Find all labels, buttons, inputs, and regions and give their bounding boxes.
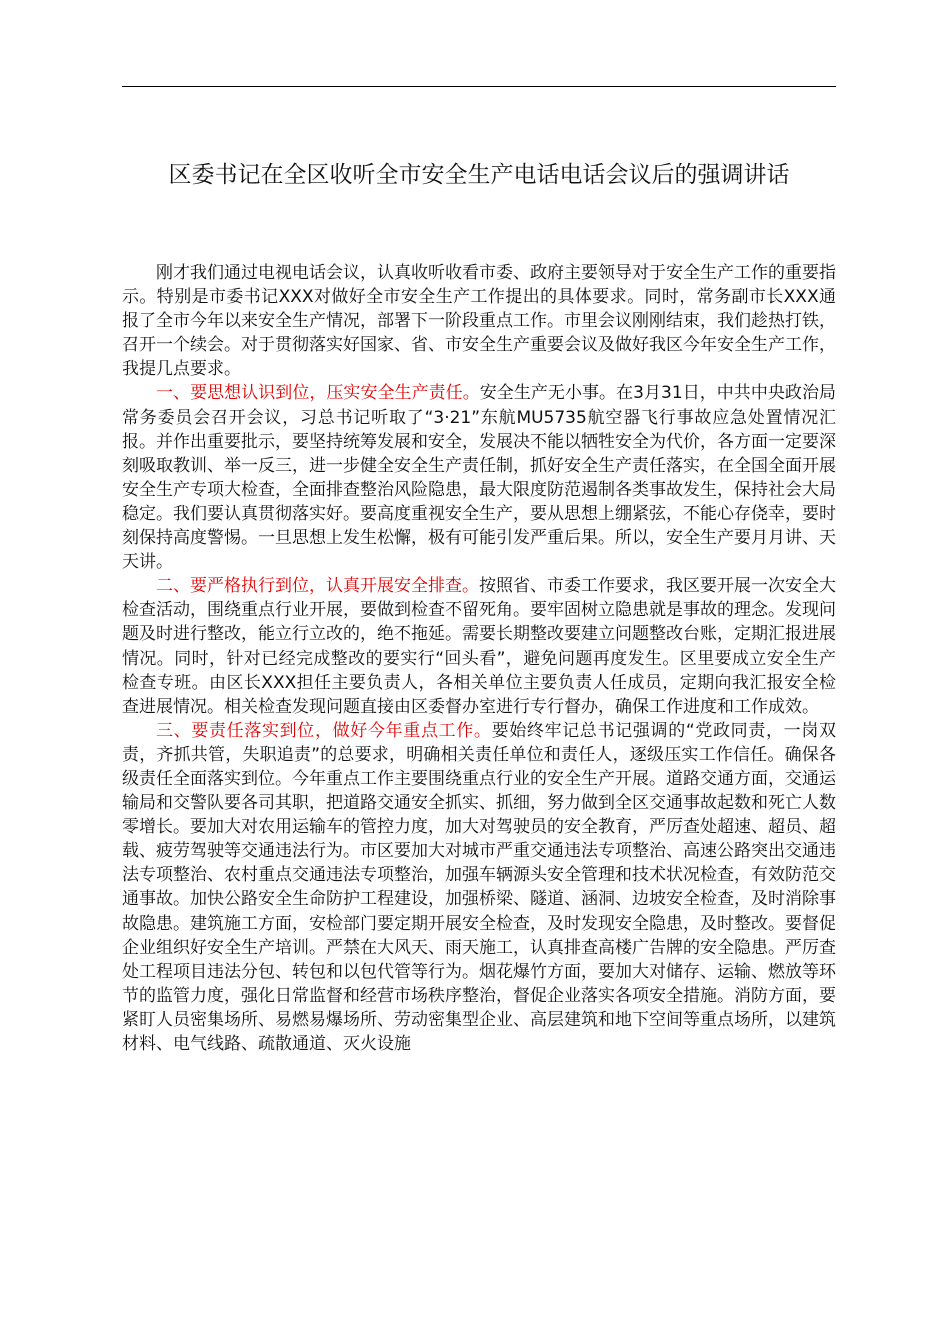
section-paragraph-1 (122, 381, 836, 574)
section-paragraph-3 (122, 719, 836, 1056)
document-title: 区委书记在全区收听全市安全生产电话电话会议后的强调讲话 (168, 162, 790, 188)
section-text-2: 按照省、市委工作要求，我区要开展一次安全大检查活动，围绕重点行业开展，要做到检查不留死角。要牢固树立隐患就是事故的理念。发现问题及时进行整改，能立行立改的，绝不拖延。需要长期整改要建立问题整改台账，定期汇报进展情况。同时，针对已经完成整改的要实行“回头看”，避免问题再度发生。区里要成立安全生产检查专班。由区长XXX担任主要负责人，各相关单位主要负责人任成员，定期向我汇报安全检查进展情况。相关检查发现问题直接由区委督办室进行专行督办，确保工作进度和工作成效。 (122, 576, 836, 717)
section-heading-2: 二、要严格执行到位，认真开展安全排查。 (156, 576, 479, 597)
document-body (122, 261, 836, 1056)
section-text-1: 安全生产无小事。在3月31日，中共中央政治局常务委员会召开会议，习总书记听取了“3·21”东航MU5735航空器飞行事故应急处置情况汇报。并作出重要批示，要坚持统筹发展和安全，发展决不能以牺牲安全为代价，各方面一定要深刻吸取教训、举一反三，进一步健全安全生产责任制，抓好安全生产责任落实，在全国全面开展安全生产专项大检查，全面排查整治风险隐患，最大限度防范遏制各类事故发生，保持社会大局稳定。我们要认真贯彻落实好。要高度重视安全生产，要从思想上绷紧弦，不能心存侥幸，要时刻保持高度警惕。一旦思想上发生松懈，极有可能引发严重后果。所以，安全生产要月月讲、天天讲。 (122, 383, 837, 573)
section-text-3: 要始终牢记总书记强调的“党政同责，一岗双责，齐抓共管，失职追责”的总要求，明确相关责任单位和责任人，逐级压实工作信任。确保各级责任全面落实到位。今年重点工作主要围绕重点行业的安全生产开展。道路交通方面，交通运输局和交警队要各司其职，把道路交通安全抓实、抓细，努力做到全区交通事故起数和死亡人数零增长。要加大对农用运输车的管控力度，加大对驾驶员的安全教育，严厉查处超速、超员、超载、疲劳驾驶等交通违法行为。市区要加大对城市严重交通违法专项整治、高速公路突出交通违法专项整治、农村重点交通违法专项整治，加强车辆源头安全管理和技术状况检查，有效防范交通事故。加快公路安全生命防护工程建设，加强桥梁、隧道、涵洞、边坡安全检查，及时消除事故隐患。建筑施工方面，安检部门要定期开展安全检查，及时发现安全隐患，及时整改。要督促企业组织好安全生产培训。严禁在大风天、雨天施工，认真排查高楼广告牌的安全隐患。严厉查处工程项目违法分包、转包和以包代管等行为。烟花爆竹方面，要加大对储存、运输、燃放等环节的监管力度，强化日常监督和经营市场秩序整治，督促企业落实各项安全措施。消防方面，要紧盯人员密集场所、易燃易爆场所、劳动密集型企业、高层建筑和地下空间等重点场所，以建筑材料、电气线路、疏散通道、灭火设施 (122, 720, 836, 1054)
section-heading-3: 三、要责任落实到位，做好今年重点工作。 (156, 720, 492, 741)
intro-paragraph: 刚才我们通过电视电话会议，认真收听收看市委、政府主要领导对于安全生产工作的重要指示。特别是市委书记XXX对做好全市安全生产工作提出的具体要求。同时，常务副市长XXX通报了全市今年以来安全生产情况，部署下一阶段重点工作。市里会议刚刚结束，我们趁热打铁，召开一个续会。对于贯彻落实好国家、省、市安全生产重要会议及做好我区今年安全生产工作，我提几点要求。 (122, 263, 836, 380)
section-heading-1: 一、要思想认识到位，压实安全生产责任。 (156, 383, 480, 404)
section-paragraph-2 (122, 574, 836, 719)
header-rule (122, 86, 836, 87)
